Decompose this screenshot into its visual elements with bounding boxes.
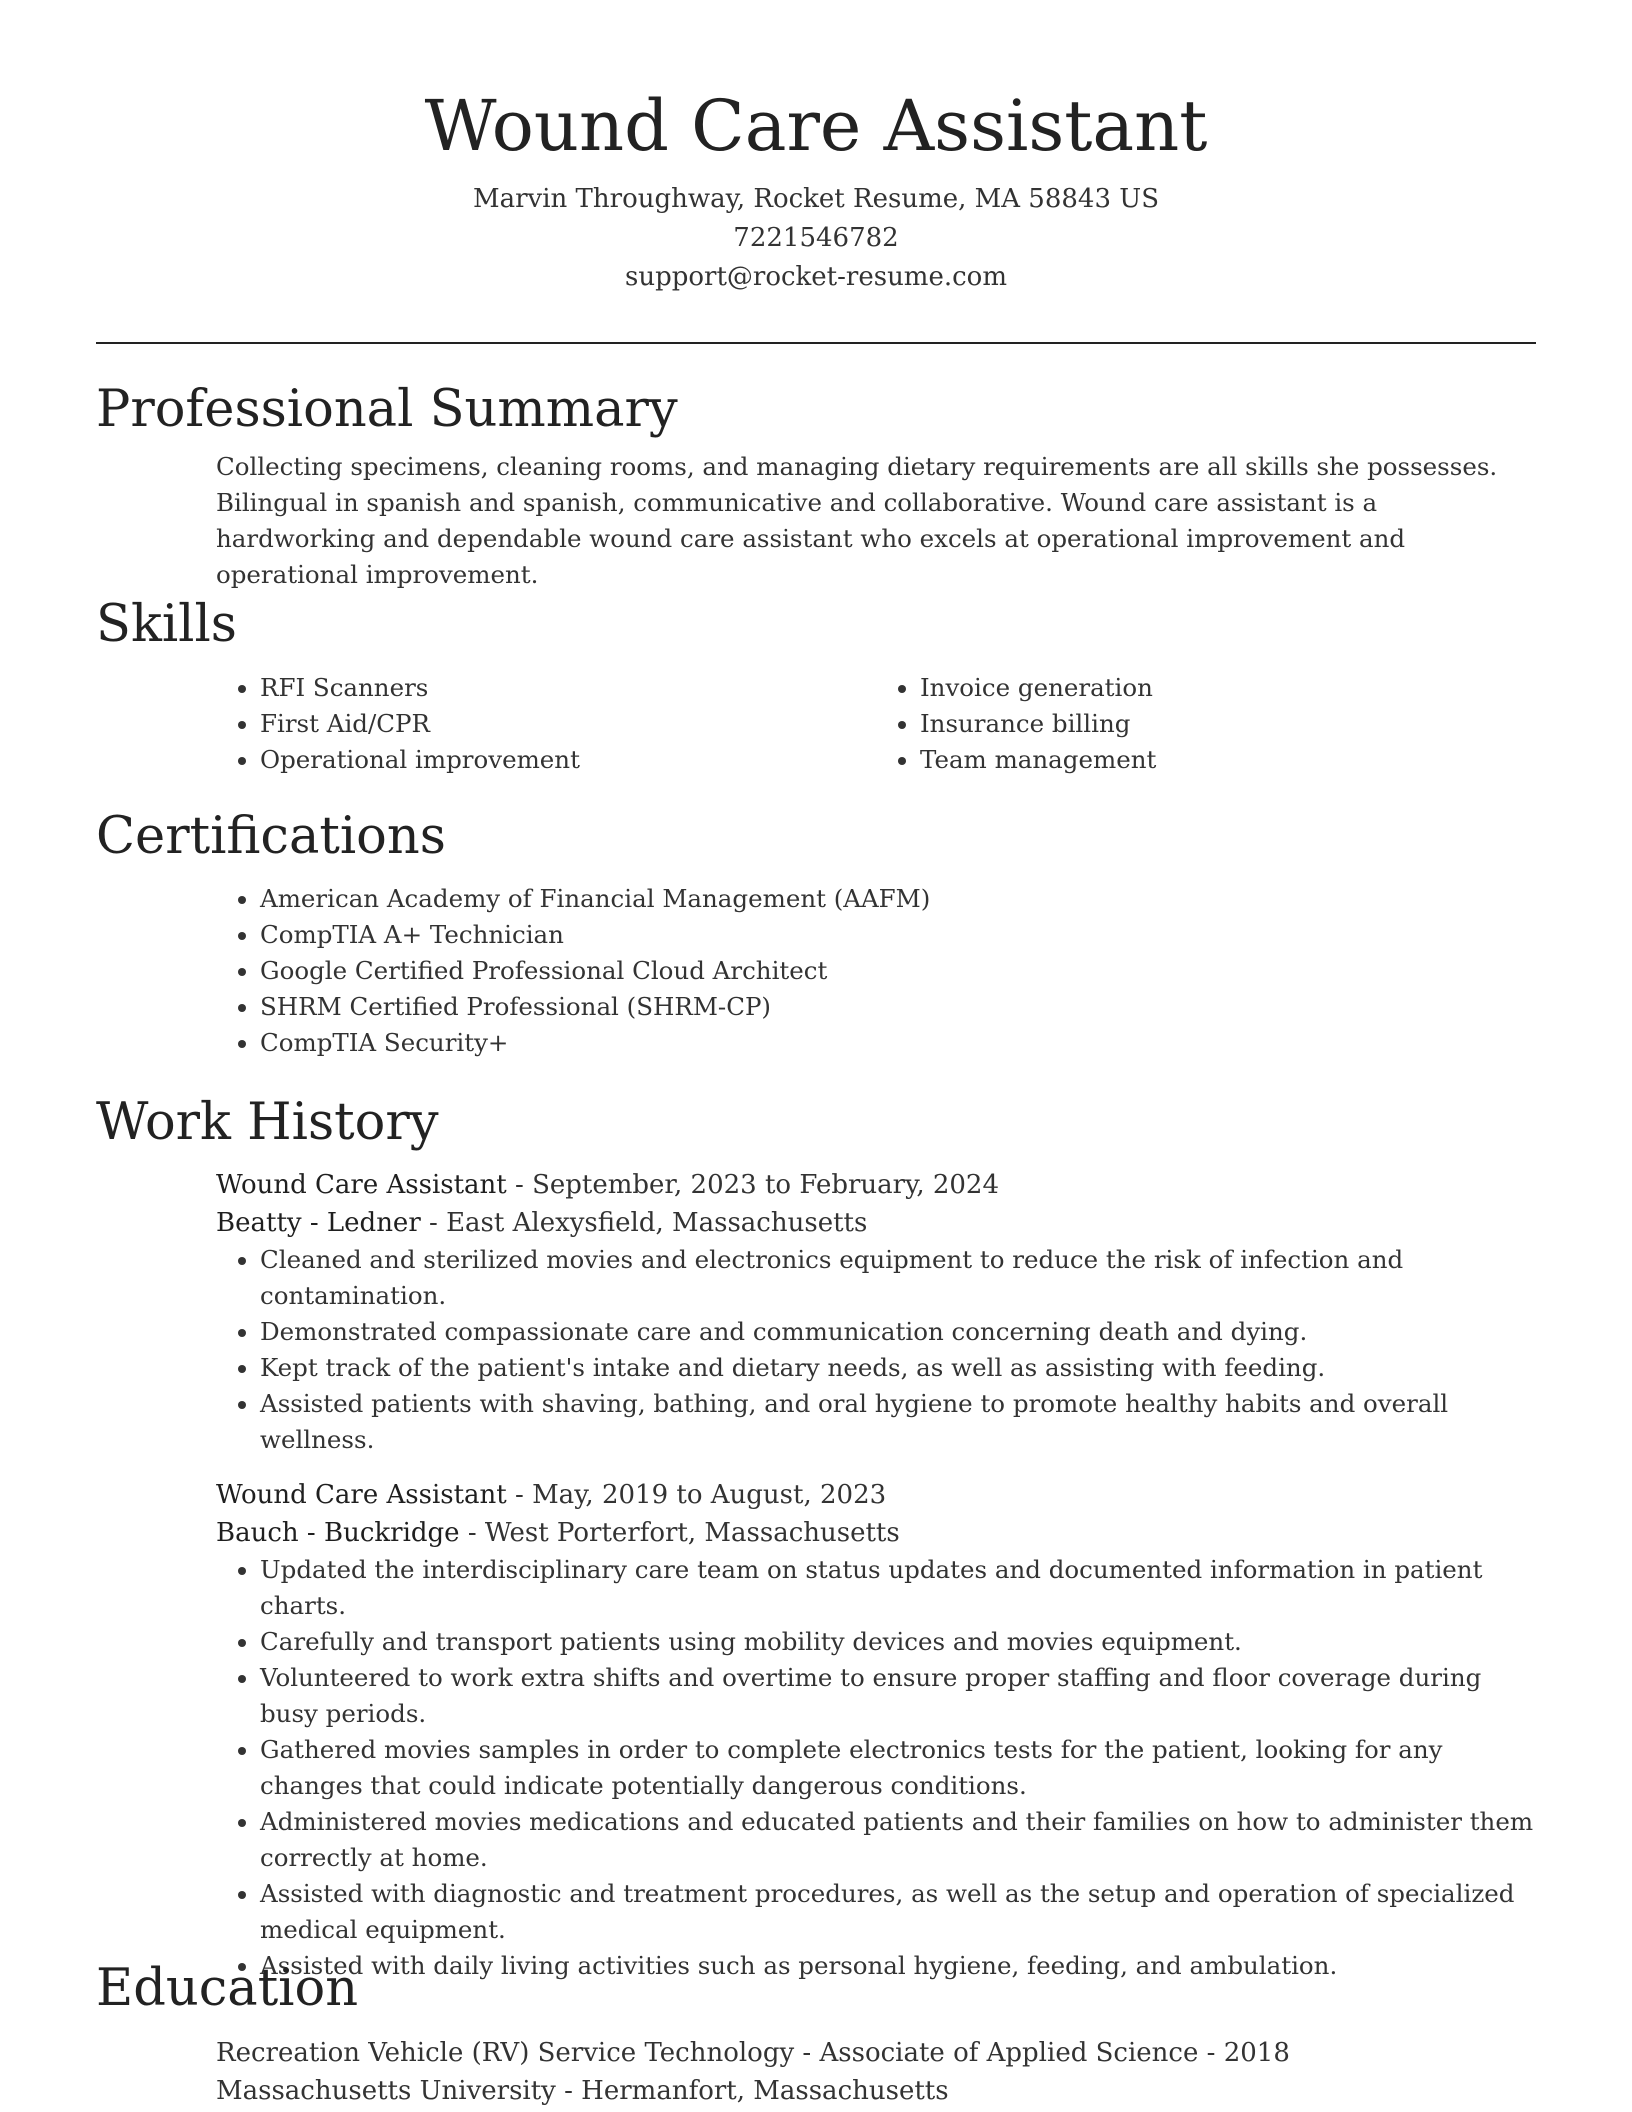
job-dates: - May, 2019 to August, 2023 [506,1480,887,1510]
job-location: - West Porterfort, Massachusetts [459,1518,900,1548]
job-role: Wound Care Assistant [216,1480,507,1510]
list-item: • Operational improvement [260,742,876,778]
education-school: Massachusetts University - Hermanfort, Massachusetts [216,2076,949,2106]
summary-heading: Professional Summary [96,380,678,439]
list-item: • Gathered movies samples in order to complete electronics tests for the patient, looking for any changes that could indicate potentially dangerous conditions. [260,1732,1536,1804]
work-history-heading: Work History [96,1093,439,1152]
job-duties-list [96,1552,1536,1984]
certifications-heading: Certifications [96,807,446,866]
skills-section [96,593,1536,778]
education-section [96,1957,1536,2110]
list-item: • Cleaned and sterilized movies and electronics equipment to reduce the risk of infection and contamination. [260,1242,1536,1314]
skills-list-right [876,670,1536,778]
job-duties-list [96,1242,1536,1458]
resume-header [96,82,1536,297]
list-item: • Team management [920,742,1536,778]
list-item: • Volunteered to work extra shifts and overtime to ensure proper staffing and floor coverage during busy periods. [260,1660,1536,1732]
contact-phone: 7221546782 [733,223,899,253]
contact-address: Marvin Throughway, Rocket Resume, MA 58843 US [472,184,1160,214]
list-item: • RFI Scanners [260,670,876,706]
job-title-line [216,1476,1536,1514]
skills-heading: Skills [96,595,237,654]
list-item: • CompTIA Security+ [260,1025,1536,1061]
list-item: • Assisted patients with shaving, bathing, and oral hygiene to promote healthy habits and overall wellness. [260,1386,1536,1458]
list-item: • Kept track of the patient's intake and dietary needs, as well as assisting with feeding. [260,1350,1536,1386]
list-item: • Administered movies medications and educated patients and their families on how to administer them correctly at home. [260,1804,1536,1876]
education-degree: Recreation Vehicle (RV) Service Technology - Associate of Applied Science - 2018 [216,2038,1290,2068]
list-item: • Invoice generation [920,670,1536,706]
list-item: • Insurance billing [920,706,1536,742]
certifications-section [96,805,1536,1061]
list-item: • CompTIA A+ Technician [260,917,1536,953]
page-title: Wound Care Assistant [424,85,1208,167]
job-company: Bauch - Buckridge [216,1518,460,1548]
list-item: • Assisted with daily living activities such as personal hygiene, feeding, and ambulation. [260,1948,1536,1984]
summary-section [96,378,1536,593]
list-item: • Updated the interdisciplinary care team on status updates and documented information in patient charts. [260,1552,1536,1624]
skills-columns [216,670,1536,778]
job-dates: - September, 2023 to February, 2024 [506,1170,1000,1200]
work-history-section [96,1091,1536,1984]
job-location: - East Alexysfield, Massachusetts [420,1208,868,1238]
list-item: • First Aid/CPR [260,706,876,742]
certifications-list [216,881,1536,1061]
contact-block [96,180,1536,297]
list-item: • Google Certified Professional Cloud Architect [260,953,1536,989]
summary-text: Collecting specimens, cleaning rooms, and managing dietary requirements are all skills she possesses. Bilingual in spanish and spanish, communicative and collaborative. Wound care assistant is a hardworking and dependable wound care assistant who excels at operational improvement and operational improvement. [216,452,1498,589]
list-item: • Assisted with diagnostic and treatment procedures, as well as the setup and operation of specialized medical equipment. [260,1876,1536,1948]
header-divider [96,342,1536,344]
job-role: Wound Care Assistant [216,1170,507,1200]
list-item: • Demonstrated compassionate care and communication concerning death and dying. [260,1314,1536,1350]
job-company: Beatty - Ledner [216,1208,421,1238]
list-item: • Carefully and transport patients using mobility devices and movies equipment. [260,1624,1536,1660]
list-item: • American Academy of Financial Management (AAFM) [260,881,1536,917]
job-entry [216,1166,1536,1458]
skills-list-left [216,670,876,778]
job-entry [216,1476,1536,1984]
job-title-line [216,1166,1536,1204]
contact-email: support@rocket-resume.com [624,262,1007,292]
education-heading: Education [96,1959,359,2018]
list-item: • SHRM Certified Professional (SHRM-CP) [260,989,1536,1025]
job-company-line [216,1514,1536,1552]
job-company-line [216,1204,1536,1242]
